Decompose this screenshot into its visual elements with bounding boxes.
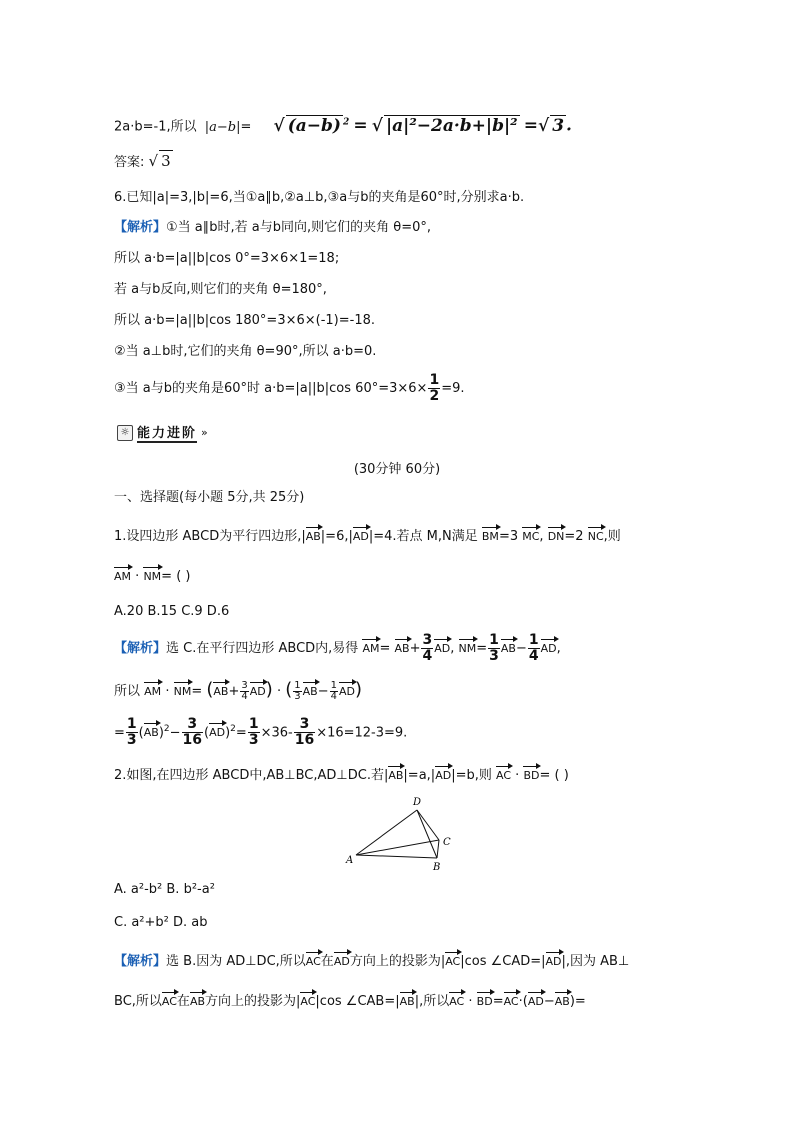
frac-num: 1 [248,716,259,733]
vector-nc: NC [588,525,604,543]
vector-ad-sol-2: AD [546,950,562,968]
minus: − [543,994,555,1009]
q2-sol-text-10: |,所以 [414,994,450,1009]
text-prefix: 2a·b=-1,所以 [114,119,197,135]
eq-sign-3: = [523,115,538,136]
question-1-line-2 [114,565,190,587]
frac-num: 1 [429,372,440,388]
fraction-small-3-4 [240,681,248,702]
fraction-3-16-b [294,717,315,748]
jiexi-tag-q2: 【解析】 [114,954,167,969]
fraction-small-1-3 [293,681,301,702]
eq: = [235,725,247,741]
lightbulb-icon: ☼ [117,425,133,441]
vector-ac-sol: AC [306,950,321,968]
dot-paren: ·( [518,994,528,1009]
frac-num: 3 [422,632,433,648]
q6-solution-1-text: ①当 a∥b时,若 a与b同向,则它们的夹角 θ=0°, [166,220,432,235]
q1-text-1: 1.设四边形 ABCD为平行四边形,| [114,529,306,544]
frac-num: 3 [241,680,248,691]
fraction-3-16 [182,717,203,748]
frac-den: 16 [294,732,315,749]
q1-solution-1 [114,632,561,666]
eq: = [114,725,125,741]
q2-sol-text-2: 在 [320,954,334,969]
so-text: 所以 [114,684,141,699]
question-1 [114,525,621,547]
double-arrow-icon: » [201,426,208,439]
vector-ab-sol-2: AB [400,990,415,1008]
vector-ad-sol-2: AD [541,637,557,655]
q1-text-7: ,则 [603,529,621,544]
vector-ab-sol-3: AB [555,990,570,1008]
q6-solution-2: 所以 a·b=|a||b|cos 0°=3×6×1=18; [114,251,340,266]
vector-bd-q2: BD [523,764,539,782]
q2-sol-text-4: |cos ∠CAD=| [460,954,546,969]
eq: = [191,684,203,699]
vector-nm-2: NM [174,680,192,698]
vector-ab-q2: AB [388,764,403,782]
quadrilateral-figure [340,795,470,875]
frac-den: 3 [126,732,137,749]
comma: , [450,641,455,656]
vector-nm-sol: NM [459,637,477,655]
answer-label: 答案: [114,155,145,170]
frac-num: 1 [528,632,539,648]
frac-den: 16 [182,732,203,749]
label-a: A [346,855,354,866]
frac-num: 1 [489,632,499,648]
vector-ad-q2: AD [435,764,451,782]
sq: 2 [230,724,236,734]
minus: − [317,684,329,699]
sqrt-3: √ 3 [538,115,565,136]
paren-open-2: ( [285,679,293,700]
q1-solution-2 [114,676,362,706]
frac-den: 4 [241,691,248,702]
q2-solution-2 [114,990,586,1012]
plus: + [228,684,240,699]
jiexi-tag-q1: 【解析】 [114,641,167,656]
plus: + [409,641,421,656]
q2-text-2: |=a,| [403,768,436,783]
label-c: C [443,837,451,848]
comma: , [556,641,561,656]
paren-open: ( [206,679,214,700]
label-b: B [433,862,441,873]
q2-text-3: |=b,则 [451,768,492,783]
frac-den: 3 [294,691,301,702]
sqrt-body-1: (a−b) [287,115,341,136]
frac-den: 2 [429,388,440,404]
frac-num: 1 [294,680,301,691]
paren-eq: )= [569,994,586,1009]
answer-sqrt-body: 3 [161,152,171,170]
dot-op: · [515,768,520,783]
result: ×16=12-3=9. [316,725,408,741]
line-dot-product-result [114,112,572,138]
q1-options: A.20 B.15 C.9 D.6 [114,604,230,619]
vector-ab-sol: AB [395,637,410,655]
sqrt-body-2: |a|²−2a·b+|b|² [385,115,518,136]
q6-solution-6 [114,372,464,406]
vector-bm: BM [482,525,499,543]
eq-sign: = [240,119,252,135]
q6-solution-4: 所以 a·b=|a||b|cos 180°=3×6×(-1)=-18. [114,313,376,328]
frac-den: 4 [422,648,433,664]
q2-options-2: C. a²+b² D. ab [114,915,208,930]
label-d: D [413,797,422,808]
vector-ac-sol-2: AC [445,950,460,968]
q1-solution-3: = $\frac{1}{3}$ (AB)$^2$− $\frac{3}{16}$ (AD)$^2$= $\frac{1}{3}$ ×36- $\frac{3}{16}$ ×16=12-3=9. [114,716,408,749]
vector-ad-sol-3: AD [528,990,544,1008]
q1-text-3: |=4.若点 M,N满足 [368,529,478,544]
q6-solution-6-end: =9. [441,381,465,396]
q6-solution-6-text: ③当 a与b的夹角是60°时 a·b=|a||b|cos 60°=3×6× [114,381,428,396]
vector-mc: MC [522,525,539,543]
fraction-1-4 [528,633,540,664]
q2-sol-text-6: BC,所以 [114,994,162,1009]
eq: = [476,641,488,656]
vector-ad-sol: AD [434,637,450,655]
square-exp: 2 [342,117,350,127]
dot-op: · [165,684,170,699]
vector-ab-4: AB [303,680,318,698]
sqrt-3-body: 3 [552,115,565,136]
answer-value: √ 3 [148,152,171,170]
fraction-1-3-c [248,717,260,748]
sqrt-expression-2: √ |a|²−2a·b+|b|² [371,115,518,136]
q2-sol-text-9: |cos ∠CAB=| [315,994,400,1009]
frac-den: 3 [489,648,499,664]
vector-am: AM [114,565,131,583]
question-2 [114,764,569,786]
q2-sol-text-1: 选 B.因为 AD⊥DC,所以 [166,954,306,969]
paren-close: ) [265,679,273,700]
vector-ac-q2: AC [496,764,511,782]
vector-ad-5: AD [209,721,225,739]
frac-num: 1 [126,716,137,733]
eq: = [379,641,391,656]
vector-ac-sol-4: AC [300,990,315,1008]
q1-text-4: =3 [498,529,519,544]
sqrt-expression-1: √ (a−b) $^2$ [273,115,350,136]
frac-den: 4 [528,648,539,664]
q1-text-6: =2 [564,529,584,544]
vector-ac-sol-3: AC [162,990,177,1008]
q6-solution-3: 若 a与b反向,则它们的夹角 θ=180°, [114,282,327,297]
time-score: (30分钟 60分) [353,462,441,477]
answer-blank: = ( ) [161,569,191,584]
dot-op: · [468,994,473,1009]
section-header [117,422,208,443]
q2-sol-text-5: |,因为 AB⊥ [561,954,630,969]
answer-line [114,150,173,173]
question-6: 6.已知|a|=3,|b|=6,当①a∥b,②a⊥b,③a与b的夹角是60°时,分别求a·b. [114,190,525,205]
section-title: 能力进阶 [137,422,197,443]
vector-nm: NM [143,565,161,583]
vector-ab-3: AB [213,680,228,698]
abs-a-minus-b: |a−b| [204,119,241,135]
q2-sol-text-3: 方向上的投影为| [349,954,446,969]
fraction-small-1-4 [330,681,338,702]
times-36: ×36- [260,725,293,741]
vector-bd-sol: BD [477,990,493,1008]
vector-ab: AB [306,525,321,543]
q1-solution-text: 选 C.在平行四边形 ABCD内,易得 [166,641,359,656]
vector-dn: DN [548,525,565,543]
fraction-1-3-b [126,717,138,748]
vector-ad-4: AD [339,680,355,698]
frac-num: 1 [330,680,337,691]
q1-text-5: , [539,529,544,544]
vector-ac-sol-5: AC [449,990,464,1008]
fraction-1-3 [488,633,500,664]
sq: 2 [163,724,170,734]
vector-ab-5: AB [144,721,159,739]
eq: = [492,994,504,1009]
fraction-one-half [428,373,440,404]
q6-solution-5: ②当 a⊥b时,它们的夹角 θ=90°,所以 a·b=0. [114,344,377,359]
q6-solution-1 [114,218,431,238]
vector-ad: AD [353,525,369,543]
eq-sign-2: = [353,115,368,136]
vector-ad-sol: AD [334,950,350,968]
q2-sol-text-8: 方向上的投影为| [205,994,301,1009]
fraction-3-4 [421,633,433,664]
frac-den: 4 [330,691,337,702]
answer-blank: = ( ) [539,768,569,783]
vector-ac-sol-6: AC [504,990,519,1008]
minus: − [515,641,527,656]
vector-am-sol: AM [362,637,379,655]
dot-op: · [276,684,282,699]
q2-options-1: A. a²-b² B. b²-a² [114,882,215,897]
q2-text-1: 2.如图,在四边形 ABCD中,AB⊥BC,AD⊥DC.若| [114,768,389,783]
minus: − [169,725,181,741]
frac-den: 3 [248,732,259,749]
vector-am-2: AM [144,680,161,698]
vector-ad-3: AD [250,680,266,698]
q2-solution-1 [114,950,629,972]
period: . [566,115,572,136]
part-one-heading: 一、选择题(每小题 5分,共 25分) [114,490,305,505]
paren-close-2: ) [354,679,363,700]
frac-num: 3 [182,717,203,733]
q2-sol-text-7: 在 [176,994,190,1009]
q1-text-2: |=6,| [320,529,353,544]
vector-ab-sol: AB [190,990,205,1008]
dot-op: · [135,569,140,584]
frac-num: 3 [294,717,315,733]
vector-ab-sol-2: AB [501,637,516,655]
jiexi-tag: 【解析】 [114,220,167,235]
